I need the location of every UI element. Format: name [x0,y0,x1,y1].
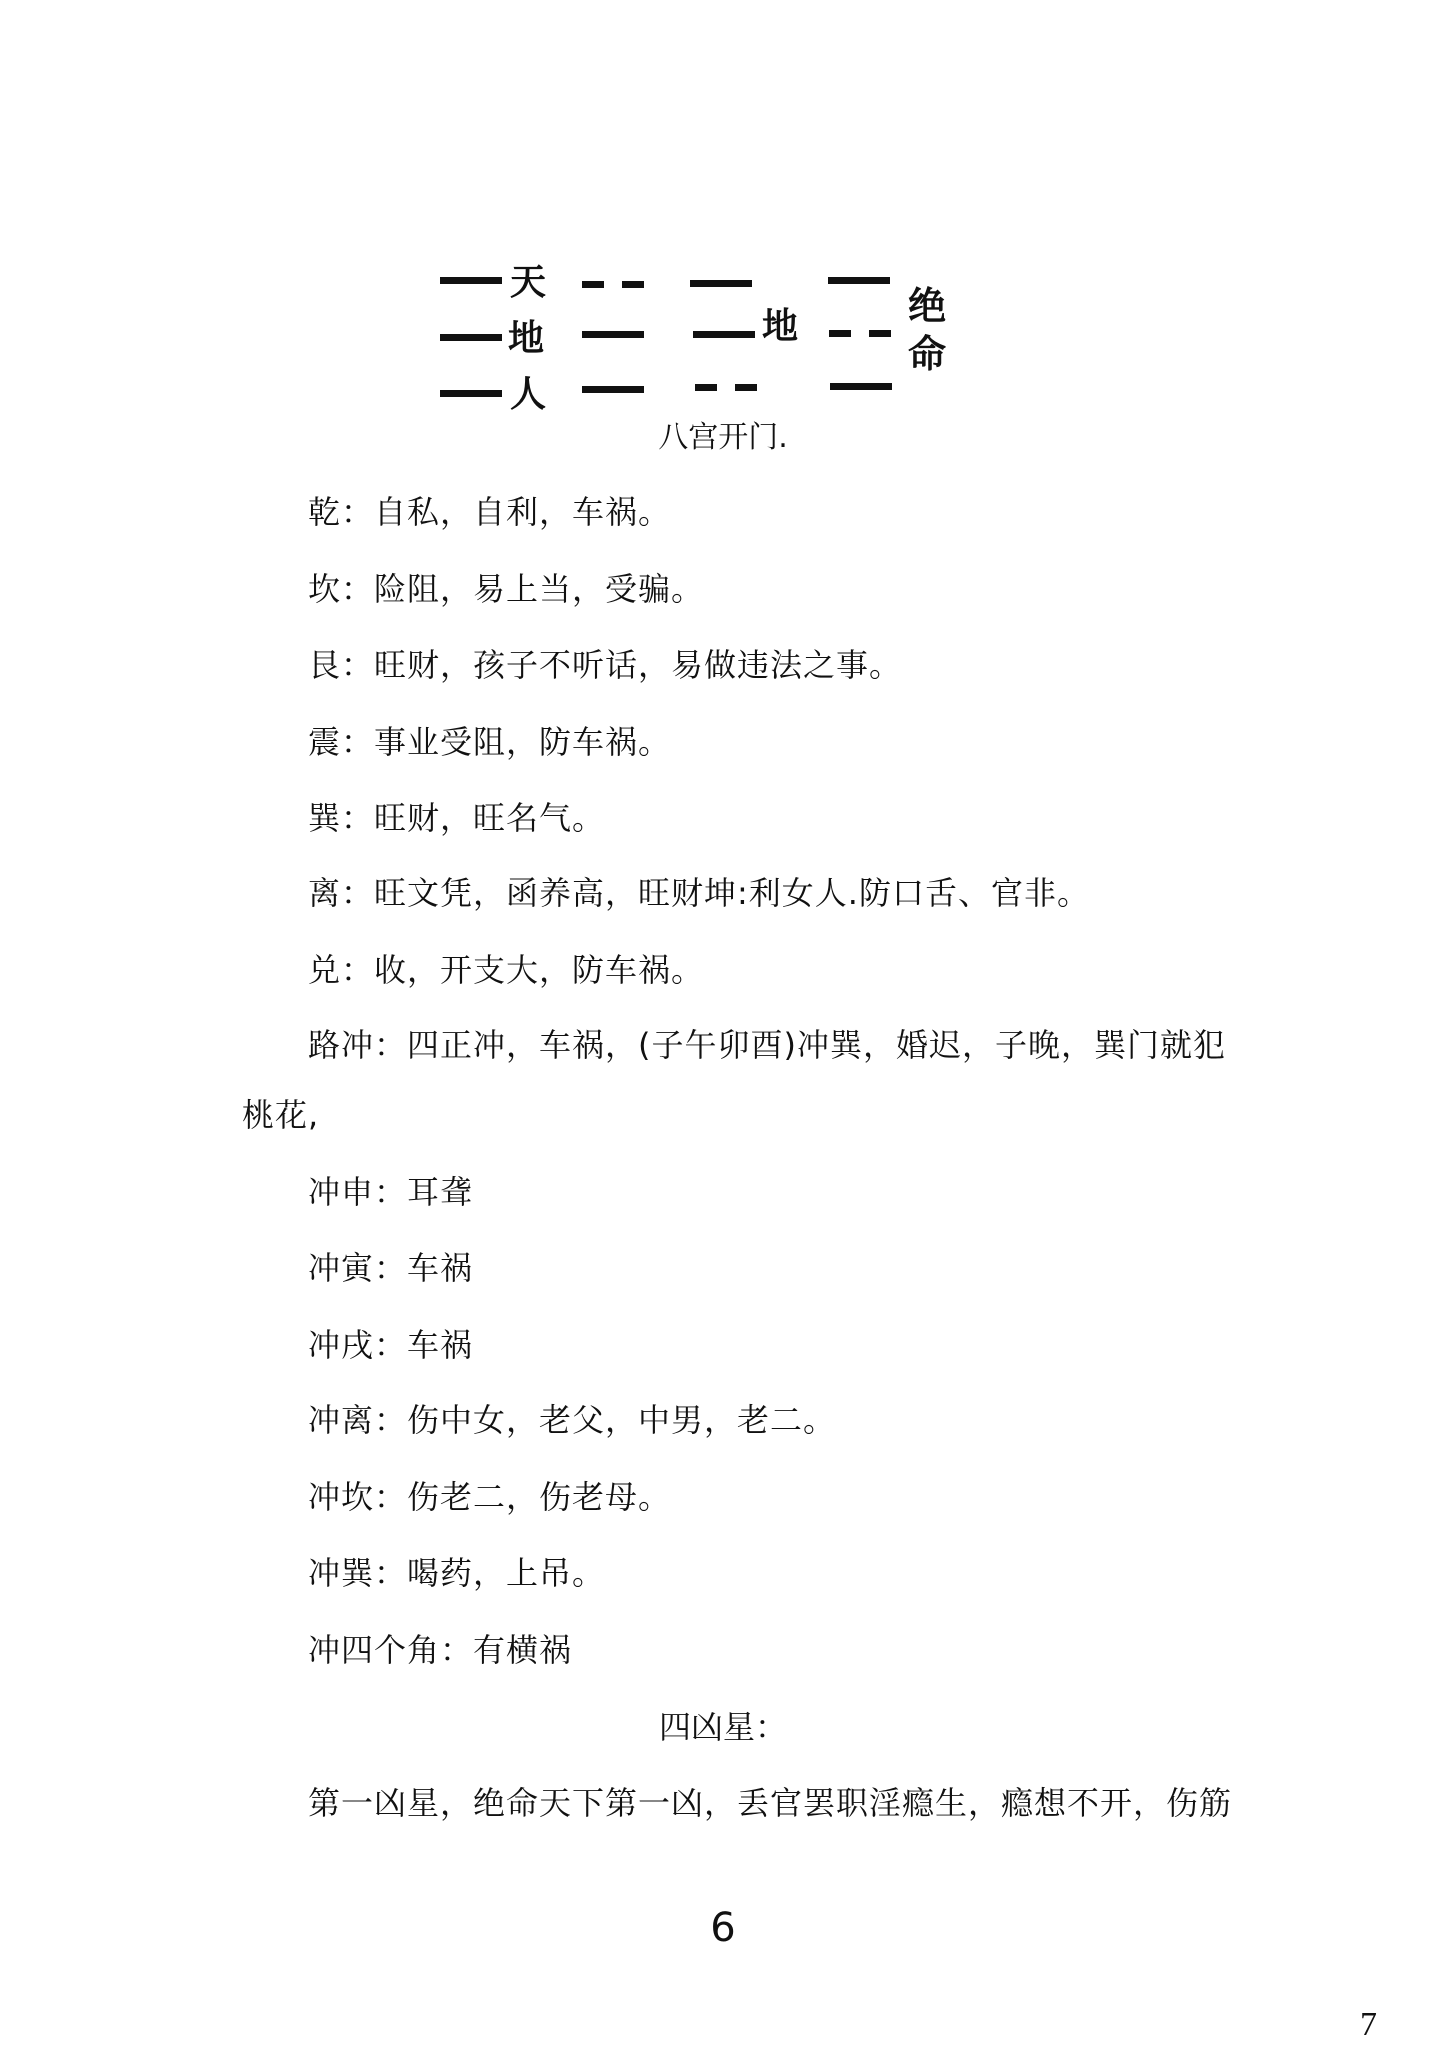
hexagram-4-line-bottom [830,383,892,390]
diagram-caption: 八宫开门. [658,420,788,455]
hexagram-3-line-bottom [695,384,757,391]
hexagram-4-line-middle [829,330,891,337]
section-heading-four-evil-stars: 四凶星： [658,1708,787,1746]
palace-li: 离：旺文凭，函养高，旺财坤:利女人.防口舌、官非。 [308,874,1090,912]
label-earth: 地 [508,317,545,359]
hexagram-1-line-middle [440,334,502,341]
label-heaven: 天 [510,261,547,303]
hexagram-3-line-middle [693,331,755,338]
road-clash-line-2: 桃花, [242,1096,320,1134]
palace-dui: 兑：收，开支大，防车祸。 [308,951,705,989]
road-clash-line-1: 路冲：四正冲，车祸，(子午卯酉)冲巽，婚迟，子晚，巽门就犯 [308,1026,1226,1064]
clash-li: 冲离：伤中女，老父，中男，老二。 [308,1401,837,1439]
label-earth-2: 地 [762,305,799,347]
hexagram-1-line-top [440,277,502,284]
hexagram-2-line-top [582,281,644,288]
hexagram-4-line-top [828,277,890,284]
palace-qian: 乾：自私，自利，车祸。 [308,493,672,531]
clash-kan: 冲坎：伤老二，伤老母。 [308,1478,672,1516]
palace-xun: 巽：旺财，旺名气。 [308,799,606,837]
hexagram-3-line-top [690,280,752,287]
label-human: 人 [510,373,547,415]
clash-shen: 冲申：耳聋 [308,1173,474,1211]
clash-xu: 冲戌：车祸 [308,1326,474,1364]
hexagram-2-line-bottom [582,386,644,393]
palace-zhen: 震：事业受阻，防车祸。 [308,723,672,761]
clash-yin: 冲寅：车祸 [308,1249,474,1287]
hexagram-2-line-middle [582,331,644,338]
hexagram-1-line-bottom [440,390,502,397]
clash-four-corners: 冲四个角：有横祸 [308,1631,573,1669]
palace-kan: 坎：险阻，易上当，受骗。 [308,570,705,608]
label-jueming: 绝命 [908,283,947,376]
palace-gen: 艮：旺财，孩子不听话，易做违法之事。 [308,646,903,684]
scan-page-number: 7 [1360,2006,1377,2043]
clash-xun: 冲巽：喝药，上吊。 [308,1554,606,1592]
page-number: 6 [710,1905,736,1951]
first-evil-star-line: 第一凶星，绝命天下第一凶，丢官罢职淫瘾生，瘾想不开，伤筋 [308,1784,1233,1822]
hexagram-diagram [0,0,1446,470]
